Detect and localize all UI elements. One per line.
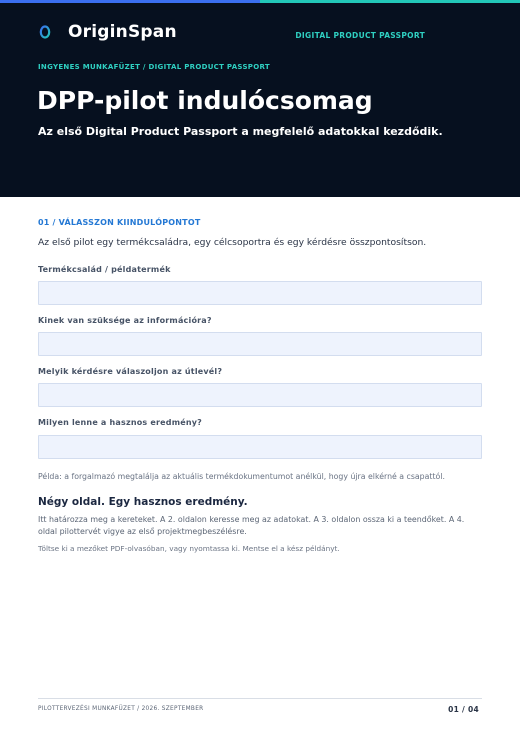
field-label-outcome: Milyen lenne a hasznos eredmény? xyxy=(38,418,203,427)
footer-divider xyxy=(38,698,482,699)
footer-label: PILOTTERVEZÉSI MUNKAFÜZET / 2026. SZEPTEMBER xyxy=(38,706,204,712)
field-label-product-family: Termékcsalád / példatermék xyxy=(38,265,171,274)
summary-paragraph: Itt határozza meg a kereteket. A 2. oldalon keresse meg az adatokat. A 3. oldalon ossza ki a teendőket. A 4. oldal pilottervét vigye az első projektmegbeszélésre. xyxy=(38,515,465,536)
field-label-audience: Kinek van szüksége az információra? xyxy=(38,316,212,325)
section-intro: Az első pilot egy termékcsaládra, egy célcsoportra és egy kérdésre összpontosítson. xyxy=(38,237,427,248)
originspan-logo-icon xyxy=(38,25,52,39)
brand-logo xyxy=(38,22,177,42)
section-label: 01 / VÁLASSZON KIINDULÓPONTOT xyxy=(38,218,201,227)
summary-note: Töltse ki a mezőket PDF-olvasóban, vagy nyomtassa ki. Mentse el a kész példányt. xyxy=(38,544,340,553)
page-number: 01 / 04 xyxy=(448,705,479,714)
brand-name: OriginSpan xyxy=(68,22,177,42)
hero-header xyxy=(0,0,520,197)
hero-tag: DIGITAL PRODUCT PASSPORT xyxy=(295,31,425,40)
example-text: Példa: a forgalmazó megtalálja az aktuális termékdokumentumot anélkül, hogy újra elkérné a csapattól. xyxy=(38,472,445,481)
page-subtitle: Az első Digital Product Passport a megfelelő adatokkal kezdődik. xyxy=(38,125,443,138)
product-family-input[interactable] xyxy=(38,281,482,305)
field-label-question: Melyik kérdésre válaszoljon az útlevél? xyxy=(38,367,223,376)
hero-accent-line xyxy=(0,0,520,3)
page-title: DPP-pilot indulócsomag xyxy=(37,86,373,115)
summary-heading: Négy oldal. Egy hasznos eredmény. xyxy=(38,496,248,508)
question-input[interactable] xyxy=(38,383,482,407)
eyebrow-label: INGYENES MUNKAFÜZET / DIGITAL PRODUCT PASSPORT xyxy=(38,63,270,71)
outcome-input[interactable] xyxy=(38,435,482,459)
audience-input[interactable] xyxy=(38,332,482,356)
